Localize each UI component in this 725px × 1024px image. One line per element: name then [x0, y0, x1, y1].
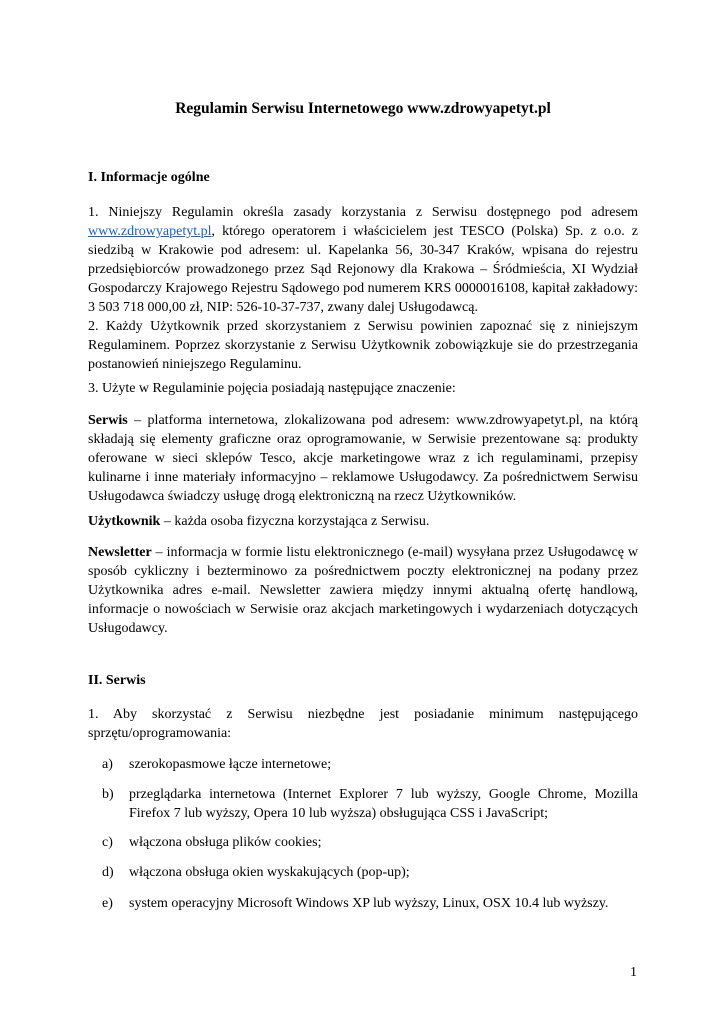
paragraph-1-rest: , którego operatorem i właścicielem jest TESCO (Polska) Sp. z o.o. z siedzibą w Krakowie pod adresem: ul. Kapelanka 56, 30-347 Kraków, wpisana do rejestru przedsiębiorców prowadzonego przez Sąd Rejonowy dla Krakowa – Śródmieścia, XI Wydział Gospodarczy Krajowego Rejestru Sądowego pod numerem KRS 0000016108, kapitał zakładowy: 3 503 718 000,00 zł, NIP: 526-10-37-737, zwany dalej Usługodawcą. — [88, 224, 638, 315]
definition-text: – każda osoba fizyczna korzystająca z Serwisu. — [160, 514, 430, 529]
list-marker: a) — [102, 757, 113, 772]
list-item-text: włączona obsługa okien wyskakujących (pop-up); — [129, 865, 410, 880]
list-item — [102, 863, 638, 882]
section-heading-general: I. Informacje ogólne — [88, 170, 210, 185]
definition-term: Newsletter — [88, 545, 152, 560]
definition-serwis — [88, 411, 638, 506]
section2-paragraph-1: 1. Aby skorzystać z Serwisu niezbędne jest posiadanie minimum następującego sprzętu/oprogramowania: — [88, 707, 638, 741]
list-item — [102, 894, 638, 913]
list-item-text: system operacyjny Microsoft Windows XP lub wyższy, Linux, OSX 10.4 lub wyższy. — [129, 896, 609, 911]
list-item — [102, 755, 638, 774]
definition-text: – informacja w formie listu elektronicznego (e-mail) wysyłana przez Usługodawcę w sposób cykliczny i bezterminowo za pośrednictwem poczty elektronicznej na podany przez Użytkownika adres e-mail. Newsletter zawiera między innymi aktualną ofertę handlową, informacje o nowościach w Serwisie oraz akcjach marketingowych i wydarzeniach dotyczących Usługodawcy. — [88, 545, 638, 636]
page-number: 1 — [630, 965, 637, 980]
definition-uzytkownik — [88, 512, 638, 531]
section-heading-serwis: II. Serwis — [88, 673, 146, 688]
paragraph-3: 3. Użyte w Regulaminie pojęcia posiadają następujące znaczenie: — [88, 381, 456, 396]
document-title: Regulamin Serwisu Internetowego www.zdrowyapetyt.pl — [175, 100, 551, 117]
definition-term: Użytkownik — [88, 514, 161, 529]
paragraph-1-start: 1. Niniejszy Regulamin określa zasady korzystania z Serwisu dostępnego pod adresem — [88, 205, 638, 220]
list-item-text: szerokopasmowe łącze internetowe; — [129, 757, 332, 772]
definition-newsletter — [88, 543, 638, 638]
definition-text: – platforma internetowa, zlokalizowana pod adresem: www.zdrowyapetyt.pl, na którą składają się elementy graficzne oraz oprogramowanie, w Serwisie prezentowane są: produkty oferowane w sieci sklepów Tesco, akcje marketingowe wraz z ich regulaminami, przepisy kulinarne i inne materiały informacyjno – reklamowe Usługodawcy. Za pośrednictwem Serwisu Usługodawca świadczy usługę drogą elektroniczną na rzecz Użytkowników. — [88, 413, 638, 504]
website-link[interactable]: www.zdrowyapetyt.pl — [88, 224, 212, 239]
list-marker: b) — [102, 787, 114, 802]
list-marker: e) — [102, 896, 113, 911]
list-marker: d) — [102, 865, 114, 880]
paragraph-2: 2. Każdy Użytkownik przed skorzystaniem z Serwisu powinien zapoznać się z niniejszym Regulaminem. Poprzez skorzystanie z Serwisu Użytkownik zobowiązkuje sie do przestrzegania postanowień niniejszego Regulaminu. — [88, 319, 638, 372]
list-item-text: włączona obsługa plików cookies; — [129, 835, 322, 850]
definition-term: Serwis — [88, 413, 128, 428]
list-item-text: przeglądarka internetowa (Internet Explorer 7 lub wyższy, Google Chrome, Mozilla Firefox 7 lub wyższy, Opera 10 lub wyższa) obsługująca CSS i JavaScript; — [129, 787, 638, 821]
list-item — [102, 785, 638, 823]
paragraph-1 — [88, 203, 638, 317]
list-item — [102, 833, 638, 852]
list-marker: c) — [102, 835, 113, 850]
